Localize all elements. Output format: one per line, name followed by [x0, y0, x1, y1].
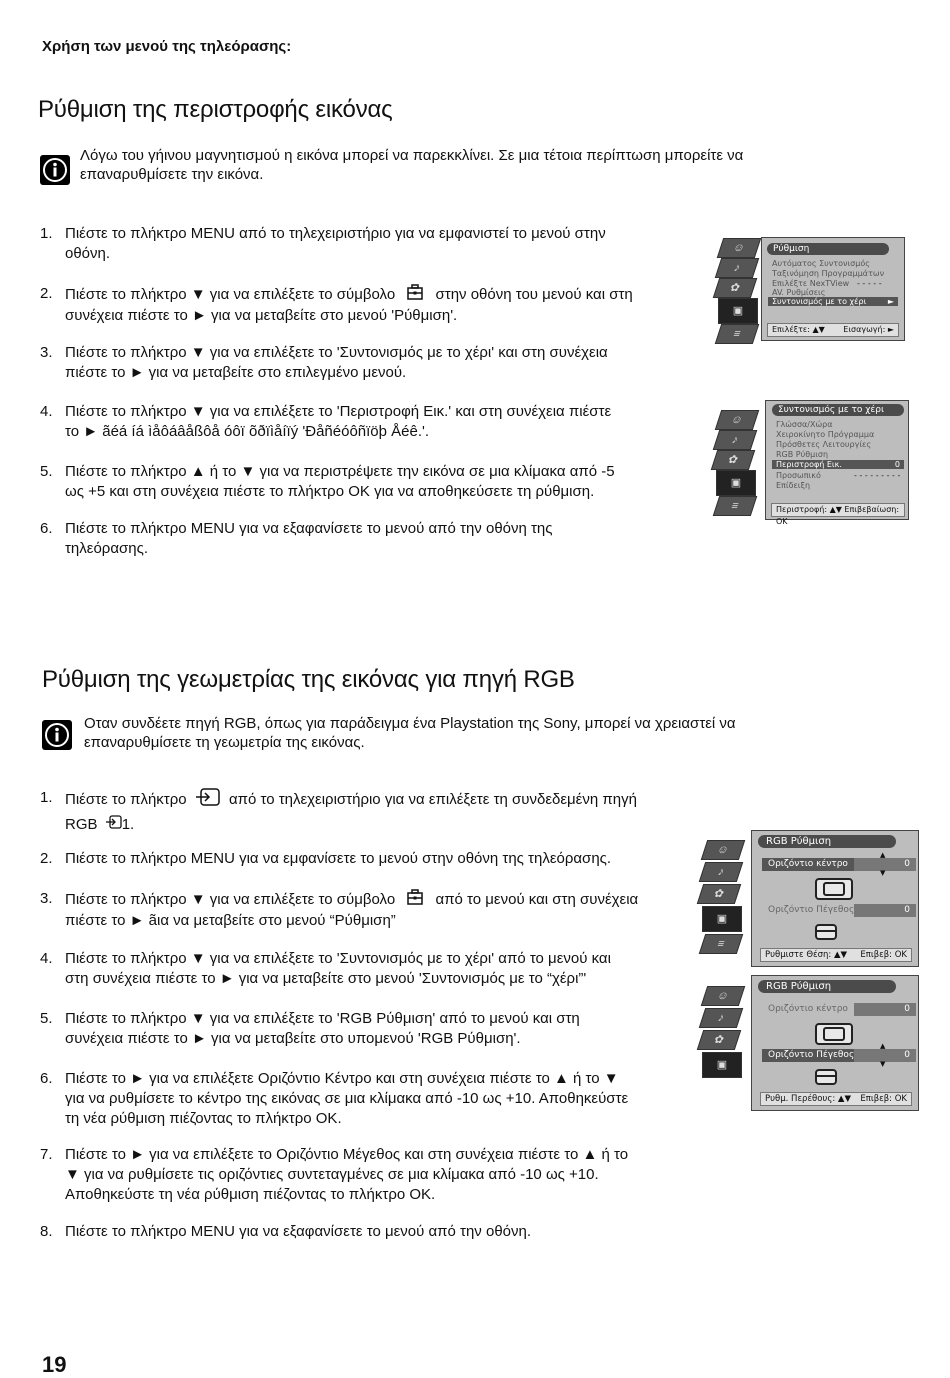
page-number: 19: [42, 1352, 67, 1377]
picture-menu-icon: ☺: [715, 410, 759, 430]
step-text: ως +5 και στη συνέχεια πιέστε το πλήκτρο OK για να αποθηκεύσετε τη ρύθμιση.: [65, 483, 595, 500]
input-source-icon: [195, 788, 221, 812]
step-text: Πιέστε το πλήκτρο MENU από το τηλεχειριστήριο για να εμφανιστεί το μενού στην: [65, 225, 606, 242]
menu-item: RGB Ρύθμιση: [776, 450, 829, 459]
screen-footer: [760, 1092, 912, 1106]
tv-screen-manual-tuning: [765, 400, 909, 526]
step-text: Πιέστε το πλήκτρο ▼ για να επιλέξετε το σύμβολο: [65, 890, 396, 908]
step-text: Πιέστε το πλήκτρο MENU για να εμφανίσετε το μενού στην οθόνη της τηλεόρασης.: [65, 850, 612, 867]
step-text: τηλεόρασης.: [65, 540, 148, 557]
setup-menu-icon: ▣: [702, 1052, 742, 1078]
preset-menu-icon: ≡: [699, 934, 743, 954]
menu-item: AV. Ρυθμίσεις: [772, 288, 826, 297]
tv-screen-setup: [761, 237, 905, 341]
center-value: 0: [854, 1003, 916, 1016]
info-line: επαναρυθμίσετε τη γεωμετρία της εικόνας.: [84, 734, 365, 751]
step-text: Πιέστε το ► για να επιλέξετε Οριζόντιο Κέντρο και στη συνέχεια πιέστε το ▲ ή το ▼: [65, 1070, 619, 1087]
step-text: Πιέστε το πλήκτρο ▼ για να επιλέξετε το 'Συντονισμός με το χέρι' και στη συνέχεια: [65, 344, 608, 361]
step-text: Πιέστε το πλήκτρο: [65, 790, 187, 808]
screen-title: Συντονισμός με το χέρι: [772, 404, 904, 416]
step-number: 6.: [40, 1070, 53, 1087]
setup-menu-icon: ▣: [702, 906, 742, 932]
info-note-rotation: [80, 146, 840, 184]
step-number: 5.: [40, 1010, 53, 1027]
picture-menu-icon: ☺: [701, 840, 745, 860]
step-number: 4.: [40, 950, 53, 967]
step-text: Πιέστε το πλήκτρο MENU για να εξαφανίσετε το μενού από την οθόνη της: [65, 520, 553, 537]
size-value: 0: [854, 1049, 916, 1062]
step-text: πιέστε το ► για να μεταβείτε στο επιλεγμένο μενού.: [65, 364, 407, 381]
step-text: για να ρυθμίσετε το κέντρο της εικόνας σε μια κλίμακα από -10 ως +10. Αποθηκεύστε: [65, 1090, 629, 1107]
menu-item: Χειροκίνητο Πρόγραμμα: [776, 430, 875, 439]
step-text: 1.: [121, 816, 135, 833]
step-text: Πιέστε το ► για να επιλέξετε το Οριζόντιο Μέγεθος και στη συνέχεια πιέστε το ▲ ή το: [65, 1146, 629, 1163]
step-text: Πιέστε το πλήκτρο ▼ για να επιλέξετε το σύμβολο: [65, 285, 396, 303]
footer-hint: Ρυθμιστε Θέση: ▲▼: [765, 950, 848, 960]
menu-item: Αυτόματος Συντονισμός: [772, 259, 870, 268]
footer-hint: Επιβεβ: OK: [860, 1094, 907, 1104]
menu-item: Επιλέξτε NexTView: [772, 279, 850, 288]
info-note-rgb: [84, 714, 844, 752]
tv-screen-rgb-center: [751, 830, 919, 967]
screen-footer: [767, 323, 899, 337]
menu-item: Γλώσσα/Χώρα: [776, 420, 833, 429]
step-number: 7.: [40, 1146, 53, 1163]
center-shape-icon: [815, 1023, 853, 1045]
step-number: 6.: [40, 520, 53, 537]
footer-hint: Επιλέξτε: ▲▼: [772, 325, 825, 334]
picture-menu-icon: ☺: [717, 238, 761, 258]
step-text: Πιέστε το πλήκτρο MENU για να εξαφανίσετε το μενού από την οθόνη.: [65, 1223, 532, 1240]
step-text: συνέχεια πιέστε το ► για να μεταβείτε στο υπομενού 'RGB Ρύθμιση'.: [65, 1030, 521, 1047]
setup-menu-icon: ▣: [718, 298, 758, 324]
menu-item-selected: Οριζόντιο Πέγεθος: [762, 1049, 860, 1062]
info-icon: [40, 155, 70, 185]
arrow-right-icon: ►: [887, 297, 894, 306]
features-menu-icon: ✿: [713, 278, 757, 298]
menu-item-selected: [768, 297, 898, 306]
features-menu-icon: ✿: [697, 884, 741, 904]
selected-label: Συντονισμός με το χέρι: [772, 297, 867, 306]
step-text: τη νέα ρύθμιση πιέζοντας το πλήκτρο OK.: [65, 1110, 342, 1127]
sound-menu-icon: ♪: [699, 1008, 743, 1028]
step-text: από το μενού και στη συνέχεια: [435, 890, 639, 908]
step-text: συνέχεια πιέστε το ► για να μεταβείτε στο μενού 'Ρύθμιση'.: [65, 307, 458, 324]
menu-item-selected: [772, 460, 904, 469]
screen-footer: [771, 503, 905, 526]
info-line: Λόγω του γήινου μαγνητισμού η εικόνα μπορεί να παρεκκλίνει. Σε μια τέτοια περίπτωση μπορείτε να: [80, 147, 744, 164]
tv-screen-rgb-size: [751, 975, 919, 1111]
screen-title: RGB Ρύθμιση: [758, 980, 896, 993]
menu-item: Οριζόντιο Πέγεθος: [768, 905, 855, 915]
step-text: ▼ για να ρυθμίσετε τις οριζόντιες συντεταγμένες σε μια κλίμακα από -10 ως +10.: [65, 1166, 599, 1183]
step-number: 1.: [40, 225, 53, 242]
step-text: Αποθηκεύστε τη νέα ρύθμιση πιέζοντας το πλήκτρο OK.: [65, 1186, 436, 1203]
step-text: Πιέστε το πλήκτρο ▼ για να επιλέξετε το 'Συντονισμός με το χέρι' από το μενού και: [65, 950, 611, 967]
preset-menu-icon: ≡: [715, 324, 759, 344]
screen-title: RGB Ρύθμιση: [758, 835, 896, 848]
setup-toolbox-icon: [407, 284, 423, 306]
footer-hint: Εισαγωγή: ►: [843, 325, 894, 334]
value-placeholder: - - - - - - - - -: [854, 471, 901, 480]
menu-item: Προσωπικό: [776, 471, 821, 480]
step-number: 3.: [40, 344, 53, 361]
page-header: Χρήση των μενού της τηλεόρασης:: [42, 38, 292, 55]
step-text: στην οθόνη του μενού και στη: [435, 285, 633, 303]
center-value: 0: [854, 858, 916, 871]
setup-toolbox-icon: [407, 889, 423, 911]
screen-footer: [760, 948, 912, 962]
footer-hint: Περιστροφή: ▲▼ Επιβεβαίωση: OK: [776, 505, 900, 526]
section-title-rotation: Ρύθμιση της περιστροφής εικόνας: [38, 96, 393, 123]
step-text: Πιέστε το πλήκτρο ▼ για να επιλέξετε το 'RGB Ρύθμιση' από το μενού και στη: [65, 1010, 580, 1027]
step-text: από το τηλεχειριστήριο για να επιλέξετε τη συνδεδεμένη πηγή: [228, 790, 637, 808]
input-source-icon: [106, 815, 122, 835]
preset-menu-icon: ≡: [713, 496, 757, 516]
sound-menu-icon: ♪: [699, 862, 743, 882]
info-icon: [42, 720, 72, 750]
footer-hint: Ρυθμ. Περέθους: ▲▼: [765, 1094, 851, 1104]
step-text: πιέστε το ► ãια να μεταβείτε στο μενού “Ρύθμιση”: [65, 912, 396, 929]
features-menu-icon: ✿: [711, 450, 755, 470]
info-line: Οταν συνδέετε πηγή RGB, όπως για παράδειγμα ένα Playstation της Sony, μπορεί να χρειαστεί να: [84, 715, 736, 732]
sound-menu-icon: ♪: [715, 258, 759, 278]
step-text: οθόνη.: [65, 245, 111, 262]
step-text: στη συνέχεια πιέστε το ► για να μεταβείτε στο μενού 'Συντονισμός με το “χέρι”': [65, 970, 587, 987]
center-shape-icon: [815, 878, 853, 900]
picture-menu-icon: ☺: [701, 986, 745, 1006]
info-line: επαναρυθμίσετε την εικόνα.: [80, 166, 264, 183]
sound-menu-icon: ♪: [713, 430, 757, 450]
features-menu-icon: ✿: [697, 1030, 741, 1050]
step-number: 2.: [40, 850, 53, 867]
menu-item: Οριζόντιο κέντρο: [768, 1004, 848, 1014]
step-number: 3.: [40, 890, 53, 907]
setup-menu-icon: ▣: [716, 470, 756, 496]
screen-title: Ρύθμιση: [767, 243, 889, 255]
step-text: Πιέστε το πλήκτρο ▲ ή το ▼ για να περιστρέψετε την εικόνα σε μια κλίμακα από -5: [65, 463, 615, 480]
step-text: Πιέστε το πλήκτρο ▼ για να επιλέξετε το 'Περιστροφή Εικ.' και στη συνέχεια πιέστε: [65, 403, 612, 420]
up-down-arrows-icon: ▲ ▼: [880, 851, 886, 877]
menu-item-selected: Οριζόντιο κέντρο: [762, 858, 860, 871]
menu-item: Επίδειξη: [776, 481, 811, 490]
section-title-rgb: Ρύθμιση της γεωμετρίας της εικόνας για πηγή RGB: [42, 666, 575, 693]
nextview-placeholder: - - - - -: [857, 279, 882, 288]
selected-label: Περιστροφή Εικ.: [776, 460, 842, 469]
menu-item: Ταξινόμηση Προγραμμάτων: [772, 269, 885, 278]
step-text: RGB: [65, 816, 98, 833]
step-number: 8.: [40, 1223, 53, 1240]
step-number: 5.: [40, 463, 53, 480]
size-shape-icon: [815, 924, 837, 940]
up-down-arrows-icon: ▲ ▼: [880, 1042, 886, 1068]
step-number: 4.: [40, 403, 53, 420]
rotation-value: 0: [894, 460, 900, 469]
step-text: το ► ãéá íá ìåôáâåßôå óôï õðïìåíïý 'Ðåñéóôñïöþ Åéê.'.: [65, 423, 430, 440]
menu-item: Πρόσθετες Λειτουργίες: [776, 440, 872, 449]
size-value: 0: [854, 904, 916, 917]
size-shape-icon: [815, 1069, 837, 1085]
footer-hint: Επιβεβ: OK: [860, 950, 907, 960]
step-number: 1.: [40, 789, 53, 806]
step-number: 2.: [40, 285, 53, 302]
